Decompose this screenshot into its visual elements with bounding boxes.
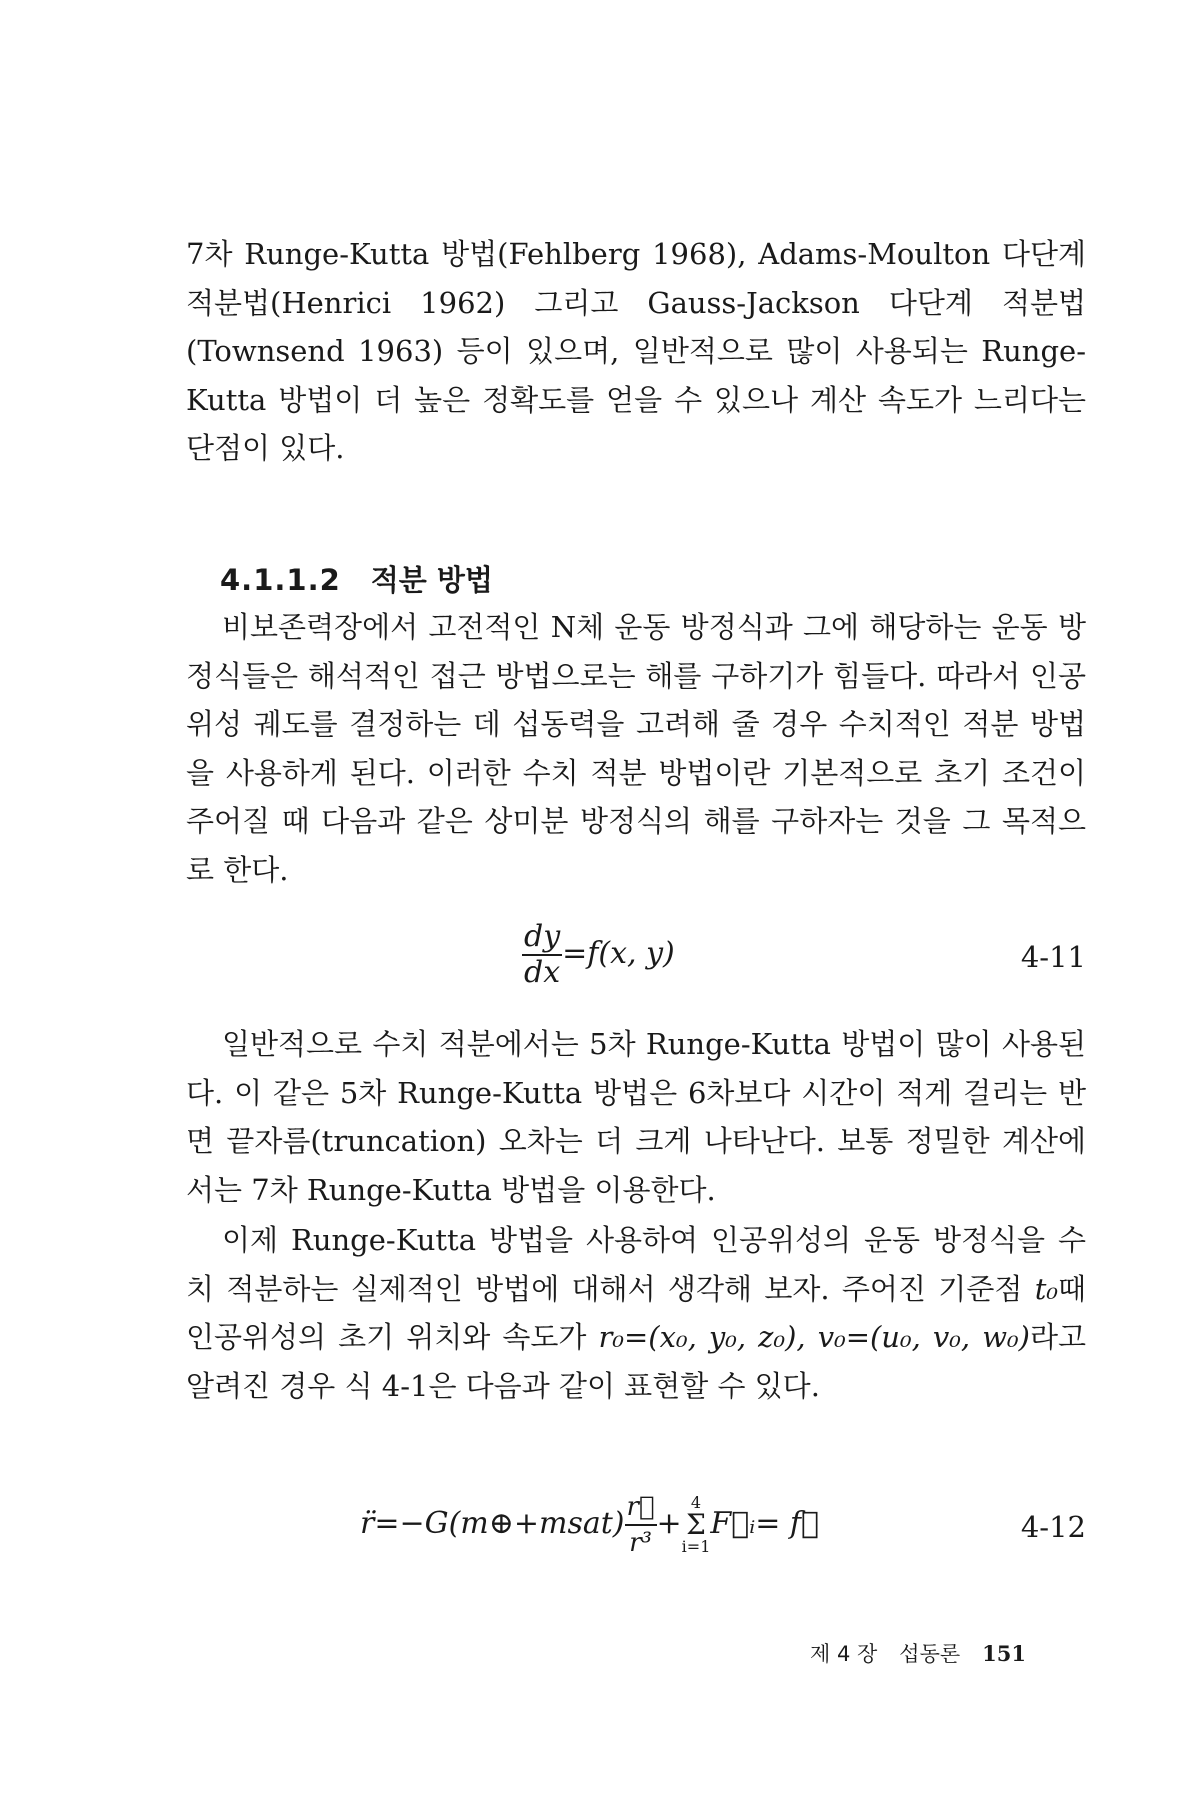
section-heading: [220, 558, 493, 599]
paragraph-initial-conditions: [186, 1216, 1086, 1410]
sum-lower-limit: i=1: [681, 1537, 711, 1556]
position-fraction: [625, 1490, 657, 1560]
text-segment: 라고 알려진 경우 식 4-1은 다음과 같이 표현할 수 있다.: [186, 1320, 1086, 1403]
initial-velocity-vector: v₀=(u₀, v₀, w₀): [817, 1320, 1030, 1354]
fraction-denominator: r³: [629, 1528, 652, 1558]
equation-4-11: [522, 920, 675, 990]
gravity-term: =−G(m⊕+msat): [374, 1506, 625, 1541]
page-footer: [810, 1638, 1026, 1668]
derivative-fraction: [522, 920, 562, 990]
initial-position-vector: r₀=(x₀, y₀, z₀),: [598, 1320, 806, 1354]
fraction-denominator: dx: [524, 955, 561, 990]
sum-upper-limit: 4: [690, 1493, 702, 1512]
summation: [682, 1495, 711, 1555]
paragraph-numerical-integration: 비보존력장에서 고전적인 N체 운동 방정식과 그에 해당하는 운동 방정식들은 해석적인 접근 방법으로는 해를 구하기가 힘들다. 따라서 인공위성 궤도를 결정하는 데 섭동력을 고려해 줄 경우 수치적인 적분 방법을 사용하게 된다. 이러한 수치 적분 방법이란 기본적으로 초기 조건이 주어질 때 다음과 같은 상미분 방정식의 해를 구하자는 것을 그 목적으로 한다.: [186, 610, 1086, 887]
sigma-symbol: Σ: [686, 1508, 706, 1541]
text-segment: 이제 Runge-Kutta 방법을 사용하여 인공위성의 운동 방정식을 수치 적분하는 실제적인 방법에 대해서 생각해 보자. 주어진 기준점: [186, 1223, 1086, 1306]
force-term: F⃗ᵢ= f⃗: [710, 1506, 820, 1541]
section-number: 4.1.1.2: [220, 563, 341, 597]
paragraph-runge-kutta-orders: 일반적으로 수치 적분에서는 5차 Runge-Kutta 방법이 많이 사용된다. 이 같은 5차 Runge-Kutta 방법은 6차보다 시간이 적게 걸리는 반면 끝자름(truncation) 오차는 더 크게 나타난다. 보통 정밀한 계산에서는 7차 Runge-Kutta 방법을 이용한다.: [186, 1027, 1086, 1207]
equation-number-4-12: 4-12: [1020, 1510, 1086, 1544]
acceleration-symbol: r̈: [360, 1506, 375, 1541]
section-title: 적분 방법: [370, 563, 493, 597]
equation-number-4-11: 4-11: [1020, 940, 1086, 974]
page-number: 151: [982, 1641, 1026, 1666]
text-segment: 때 인공위성의 초기 위치와 속도가: [186, 1271, 1086, 1354]
fraction-numerator: r⃗: [625, 1490, 657, 1526]
equation-rhs: =f(x, y): [562, 936, 675, 971]
paragraph-integration-methods: 7차 Runge-Kutta 방법(Fehlberg 1968), Adams-Moulton 다단계 적분법(Henrici 1962) 그리고 Gauss-Jackson 다단계 적분법 (Townsend 1963) 등이 있으며, 일반적으로 많이 사용되는 Runge-Kutta 방법이 더 높은 정확도를 얻을 수 있으나 계산 속도가 느리다는 단점이 있다.: [186, 237, 1086, 465]
footer-chapter: 제 4 장: [810, 1642, 878, 1666]
plus-sign: +: [656, 1506, 682, 1541]
fraction-numerator: dy: [524, 919, 561, 954]
equation-4-12: [360, 1490, 819, 1560]
footer-title: 섭동론: [899, 1642, 961, 1666]
reference-epoch: t₀: [1034, 1271, 1058, 1306]
